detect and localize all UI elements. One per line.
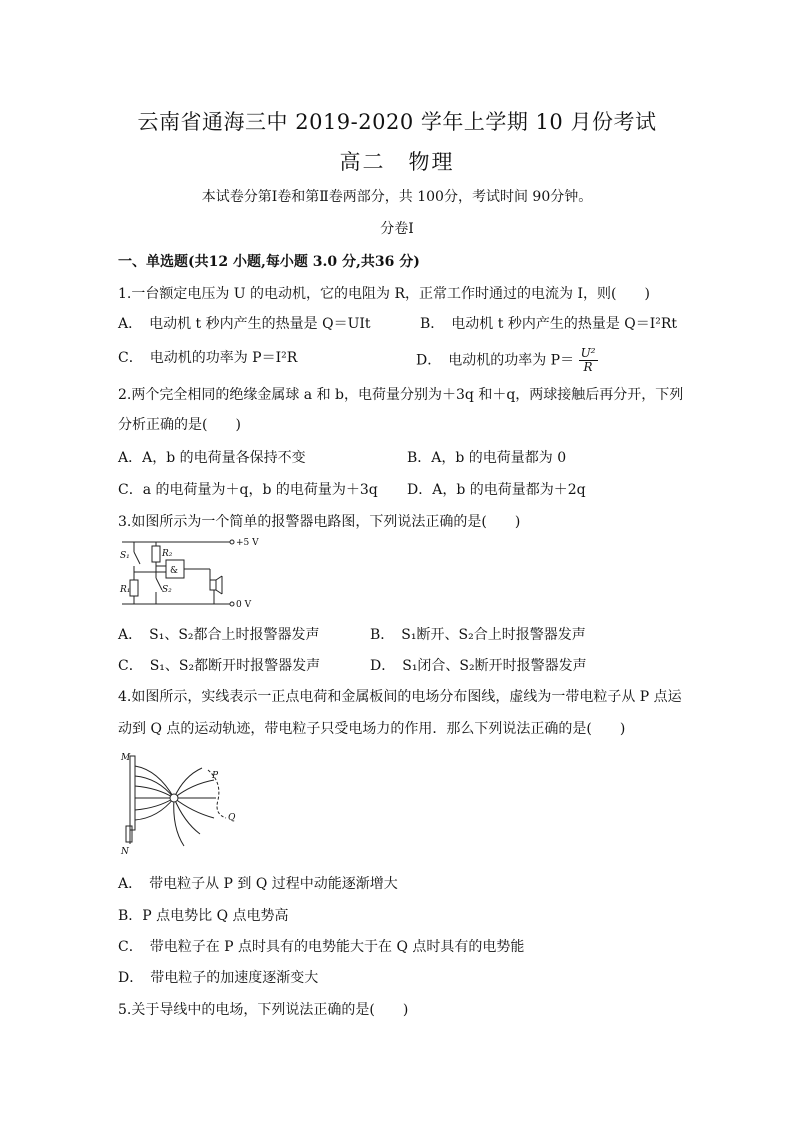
v-bottom-label: 0 V [236, 600, 252, 610]
q4-option-d: D． 带电粒子的加速度逐渐变大 [118, 970, 319, 986]
exam-subtitle: 高二 物理 [339, 150, 455, 174]
s2-label: S₂ [162, 585, 172, 595]
fraction [579, 347, 598, 374]
q1-option-b: B． 电动机 t 秒内产生的热量是 Q＝I²Rt [420, 316, 678, 332]
point-charge [170, 794, 178, 802]
q3-option-a: A． S₁、S₂都合上时报警器发声 [118, 627, 320, 643]
q1-stem: 1.一台额定电压为 U 的电动机，它的电阻为 R，正常工作时通过的电流为 I，则( ) [118, 286, 650, 302]
q5-stem: 5.关于导线中的电场，下列说法正确的是( ) [118, 1002, 409, 1018]
q1-option-a: A． 电动机 t 秒内产生的热量是 Q＝UIt [118, 316, 371, 332]
q4-stem-line2: 动到 Q 点的运动轨迹，带电粒子只受电场力的作用．那么下列说法正确的是( ) [118, 721, 626, 737]
r2-label: R₂ [162, 549, 173, 559]
q-label: Q [228, 813, 236, 823]
q1-option-d [416, 347, 598, 374]
q2-option-b: B．A，b 的电荷量都为 0 [407, 450, 567, 466]
q3-stem: 3.如图所示为一个简单的报警器电路图，下列说法正确的是( ) [118, 514, 521, 530]
q1-option-d-prefix: D． 电动机的功率为 P＝ [416, 352, 575, 369]
q4-option-a: A． 带电粒子从 P 到 Q 过程中动能逐渐增大 [118, 876, 398, 892]
q2-option-c: C．a 的电荷量为＋q，b 的电荷量为＋3q [118, 482, 378, 498]
v-top-label: +5 V [236, 538, 259, 548]
q2-option-d: D．A，b 的电荷量都为＋2q [407, 482, 586, 498]
exam-title: 云南省通海三中 2019-2020 学年上学期 10 月份考试 [137, 110, 657, 134]
exam-info: 本试卷分第Ⅰ卷和第Ⅱ卷两部分，共 100分，考试时间 90分钟。 [201, 189, 593, 205]
q3-option-b: B． S₁断开、S₂合上时报警器发声 [370, 627, 586, 643]
s1-label: S₁ [120, 551, 130, 561]
q4-option-b: B．P 点电势比 Q 点电势高 [118, 908, 289, 924]
fraction-denominator: R [583, 360, 593, 374]
p-label: P [212, 771, 219, 781]
r1-label: R₁ [120, 585, 131, 595]
q4-option-c: C． 带电粒子在 P 点时具有的电势能大于在 Q 点时具有的电势能 [118, 939, 525, 955]
part-label: 分卷Ⅰ [380, 221, 414, 237]
q2-option-a: A．A，b 的电荷量各保持不变 [118, 450, 306, 466]
q2-stem-line1: 2.两个完全相同的绝缘金属球 a 和 b，电荷量分别为＋3q 和＋q，两球接触后再分开，下列 [118, 387, 684, 403]
m-label: M [121, 753, 131, 763]
q3-option-c: C． S₁、S₂都断开时报警器发声 [118, 658, 321, 674]
q4-stem-line1: 4.如图所示，实线表示一正点电荷和金属板间的电场分布图线，虚线为一带电粒子从 P 点运 [118, 689, 682, 705]
and-gate-label: & [170, 566, 179, 576]
q1-option-c: C． 电动机的功率为 P＝I²R [118, 350, 298, 366]
q3-option-d: D． S₁闭合、S₂断开时报警器发声 [370, 658, 587, 674]
q2-stem-line2: 分析正确的是( ) [118, 417, 241, 433]
fraction-numerator: U² [580, 346, 596, 360]
n-label: N [121, 847, 129, 857]
section-heading: 一、单选题(共12 小题,每小题 3.0 分,共36 分) [118, 254, 420, 270]
alarm-circuit-diagram [118, 534, 268, 612]
electric-field-diagram [118, 748, 248, 858]
